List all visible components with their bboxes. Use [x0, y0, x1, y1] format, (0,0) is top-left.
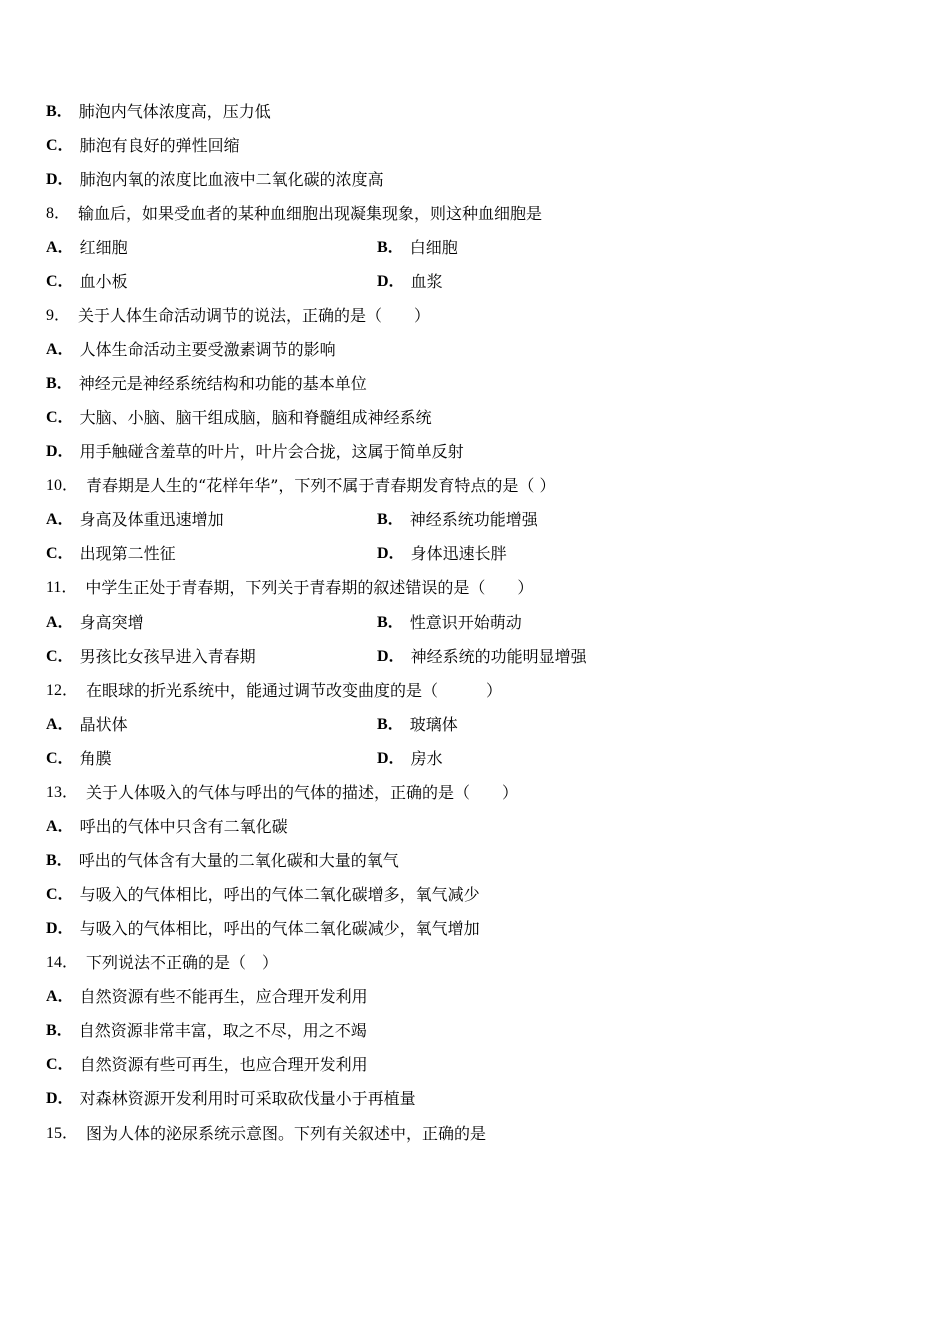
q9-option-a: A． 人体生命活动主要受激素调节的影响 [46, 340, 336, 359]
q10-option-b: B． 神经系统功能增强 [377, 510, 538, 529]
q11-options-row-2 [46, 640, 708, 674]
q14-option-d: D． 对森林资源开发利用时可采取砍伐量小于再植量 [46, 1089, 416, 1108]
q8-stem: 8． 输血后，如果受血者的某种血细胞出现凝集现象，则这种血细胞是 [46, 204, 543, 223]
q13-stem: 13． 关于人体吸入的气体与呼出的气体的描述，正确的是（ ） [46, 783, 519, 802]
q14-option-a: A． 自然资源有些不能再生，应合理开发利用 [46, 987, 368, 1006]
q7-option-c: C． 肺泡有良好的弹性回缩 [46, 136, 240, 155]
q10-options-row-1 [46, 503, 708, 537]
q12-options-row-2 [46, 742, 708, 776]
q7-option-b: B． 肺泡内气体浓度高，压力低 [46, 102, 271, 121]
q12-stem: 12． 在眼球的折光系统中，能通过调节改变曲度的是（ ） [46, 681, 503, 700]
q11-options-row-1 [46, 606, 708, 640]
q9-stem: 9． 关于人体生命活动调节的说法，正确的是（ ） [46, 306, 431, 325]
q11-option-c: C． 男孩比女孩早进入青春期 [46, 647, 256, 666]
q12-option-d: D． 房水 [377, 749, 443, 768]
q10-options-row-2 [46, 537, 708, 571]
q8-option-c: C． 血小板 [46, 272, 128, 291]
q14-option-b: B． 自然资源非常丰富，取之不尽，用之不竭 [46, 1021, 367, 1040]
q10-option-a: A． 身高及体重迅速增加 [46, 510, 224, 529]
q15-stem: 15． 图为人体的泌尿系统示意图。下列有关叙述中，正确的是 [46, 1124, 487, 1143]
q8-options-row-2 [46, 265, 708, 299]
q12-options-row-1 [46, 708, 708, 742]
q11-stem: 11． 中学生正处于青春期，下列关于青春期的叙述错误的是（ ） [46, 578, 534, 597]
q10-option-d: D． 身体迅速长胖 [377, 544, 507, 563]
q11-option-a: A． 身高突增 [46, 613, 144, 632]
q12-option-a: A． 晶状体 [46, 715, 128, 734]
q14-stem: 14． 下列说法不正确的是（ ） [46, 953, 279, 972]
q9-option-c: C． 大脑、小脑、脑干组成脑，脑和脊髓组成神经系统 [46, 408, 432, 427]
q13-option-c: C． 与吸入的气体相比，呼出的气体二氧化碳增多，氧气减少 [46, 885, 480, 904]
q8-option-d: D． 血浆 [377, 272, 443, 291]
q12-option-c: C． 角膜 [46, 749, 112, 768]
q9-option-d: D． 用手触碰含羞草的叶片，叶片会合拢，这属于简单反射 [46, 442, 464, 461]
q13-option-d: D． 与吸入的气体相比，呼出的气体二氧化碳减少，氧气增加 [46, 919, 480, 938]
q13-option-b: B． 呼出的气体含有大量的二氧化碳和大量的氧气 [46, 851, 399, 870]
q13-option-a: A． 呼出的气体中只含有二氧化碳 [46, 817, 288, 836]
q11-option-d: D． 神经系统的功能明显增强 [377, 647, 587, 666]
q12-option-b: B． 玻璃体 [377, 715, 458, 734]
q8-options-row-1 [46, 231, 708, 265]
q10-stem: 10． 青春期是人生的“花样年华”，下列不属于青春期发育特点的是（ ） [46, 476, 556, 495]
q7-option-d: D． 肺泡内氧的浓度比血液中二氧化碳的浓度高 [46, 170, 384, 189]
q14-option-c: C． 自然资源有些可再生，也应合理开发利用 [46, 1055, 368, 1074]
q11-option-b: B． 性意识开始萌动 [377, 613, 522, 632]
q8-option-a: A． 红细胞 [46, 238, 128, 257]
q10-option-c: C． 出现第二性征 [46, 544, 176, 563]
q8-option-b: B． 白细胞 [377, 238, 458, 257]
q9-option-b: B． 神经元是神经系统结构和功能的基本单位 [46, 374, 367, 393]
